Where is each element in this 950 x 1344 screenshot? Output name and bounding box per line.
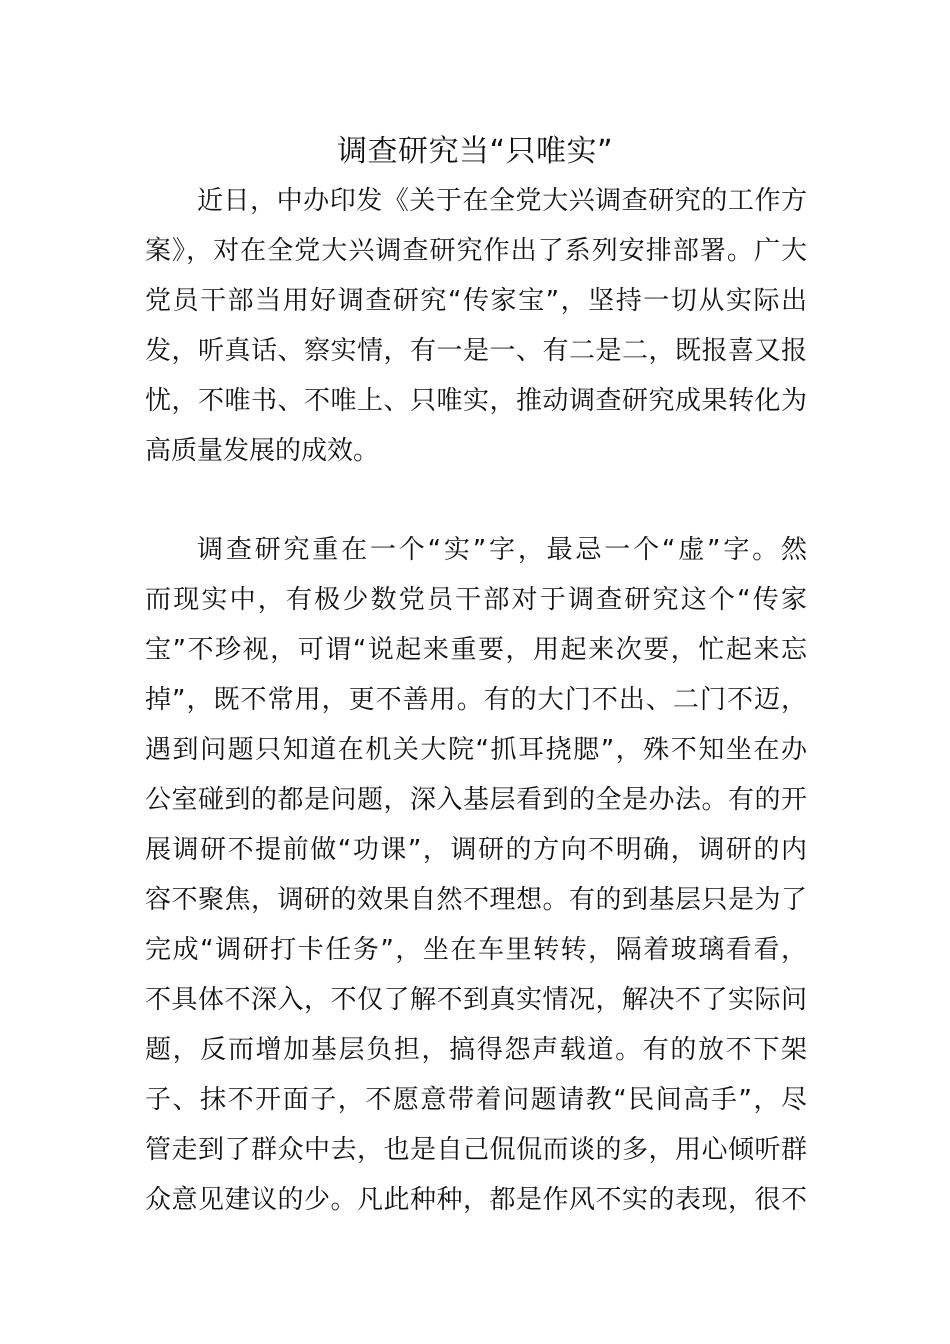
paragraph-line: 容不聚焦，调研的效果自然不理想。有的到基层只是为了 [145,885,807,915]
paragraph-line: 完成“调研打卡任务”，坐在车里转转，隔着玻璃看看， [145,935,807,965]
paragraph-line: 遇到问题只知道在机关大院“抓耳挠腮”，殊不知坐在办 [145,735,807,765]
paragraph-line: 近日，中办印发《关于在全党大兴调查研究的工作方 [197,186,807,216]
paragraph-line: 党员干部当用好调查研究“传家宝”，坚持一切从实际出 [145,286,807,316]
paragraph-line: 掉”，既不常用，更不善用。有的大门不出、二门不迈， [145,685,807,715]
paragraph-line: 展调研不提前做“功课”，调研的方向不明确，调研的内 [145,835,807,865]
paragraph-line: 发，听真话、察实情，有一是一、有二是二，既报喜又报 [145,336,807,366]
paragraph-line: 管走到了群众中去，也是自己侃侃而谈的多，用心倾听群 [145,1135,807,1165]
paragraph-line: 众意见建议的少。凡此种种，都是作风不实的表现，很不 [145,1185,807,1215]
paragraph-line: 案》，对在全党大兴调查研究作出了系列安排部署。广大 [145,236,807,266]
paragraph-line: 而现实中，有极少数党员干部对于调查研究这个“传家 [145,585,807,615]
paragraph-line: 忧，不唯书、不唯上、只唯实，推动调查研究成果转化为 [145,386,807,416]
document-title: 调查研究当“只唯实” [336,134,614,169]
paragraph-line: 宝”不珍视，可谓“说起来重要，用起来次要，忙起来忘 [145,635,807,665]
paragraph-line: 子、抹不开面子，不愿意带着问题请教“民间高手”，尽 [145,1085,807,1115]
paragraph-line: 不具体不深入，不仅了解不到真实情况，解决不了实际问 [145,985,807,1015]
paragraph-line: 题，反而增加基层负担，搞得怨声载道。有的放不下架 [145,1035,807,1065]
paragraph-line: 高质量发展的成效。 [145,436,380,466]
paragraph-line: 调查研究重在一个“实”字，最忌一个“虚”字。然 [197,535,807,565]
paragraph-line: 公室碰到的都是问题，深入基层看到的全是办法。有的开 [145,785,807,815]
